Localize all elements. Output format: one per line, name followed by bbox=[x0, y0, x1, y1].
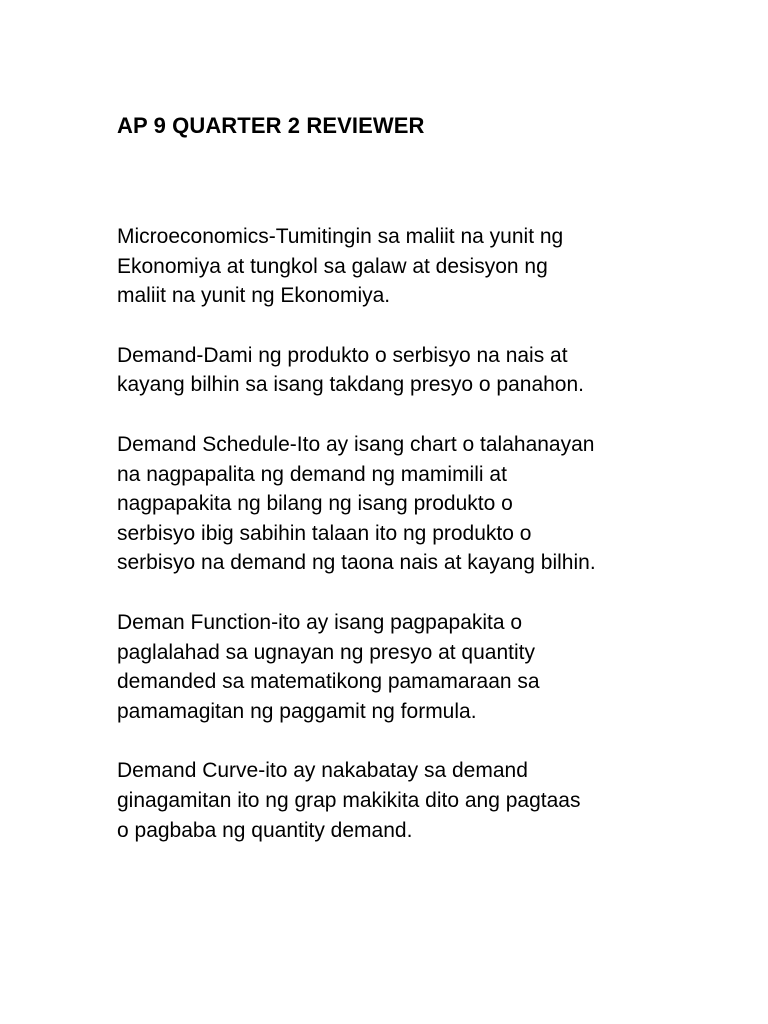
paragraph-demand-schedule bbox=[117, 430, 677, 578]
paragraph-line: nagpapakita ng bilang ng isang produkto o bbox=[117, 492, 513, 516]
paragraph-line: demanded sa matematikong pamamaraan sa bbox=[117, 670, 540, 694]
document-body bbox=[117, 222, 677, 875]
paragraph-line: ginagamitan ito ng grap makikita dito ang pagtaas bbox=[117, 788, 581, 812]
paragraph-line: Deman Function-ito ay isang pagpapakita o bbox=[117, 610, 523, 634]
paragraph-demand bbox=[117, 341, 677, 400]
paragraph-demand-curve bbox=[117, 756, 677, 845]
paragraph-line: na nagpapalita ng demand ng mamimili at bbox=[117, 462, 507, 486]
paragraph-microeconomics bbox=[117, 222, 677, 311]
paragraph-line: paglalahad sa ugnayan ng presyo at quantity bbox=[117, 640, 535, 664]
paragraph-line: Microeconomics-Tumitingin sa maliit na yunit ng bbox=[117, 225, 564, 248]
paragraph-line: pamamagitan ng paggamit ng formula. bbox=[117, 699, 477, 723]
paragraph-demand-function bbox=[117, 608, 677, 726]
paragraph-line: Ekonomiya at tungkol sa galaw at desisyon ng bbox=[117, 254, 548, 278]
document-title: AP 9 QUARTER 2 REVIEWER bbox=[117, 113, 425, 138]
paragraph-line: o pagbaba ng quantity demand. bbox=[117, 818, 413, 842]
paragraph-line: Demand-Dami ng produkto o serbisyo na nais at bbox=[117, 343, 568, 367]
paragraph-line: Demand Curve-ito ay nakabatay sa demand bbox=[117, 759, 528, 783]
paragraph-line: maliit na yunit ng Ekonomiya. bbox=[117, 284, 391, 308]
paragraph-line: Demand Schedule-Ito ay isang chart o talahanayan bbox=[117, 432, 595, 456]
paragraph-line: serbisyo ibig sabihin talaan ito ng produkto o bbox=[117, 521, 532, 545]
paragraph-line: serbisyo na demand ng taona nais at kayang bilhin. bbox=[117, 551, 596, 575]
paragraph-line: kayang bilhin sa isang takdang presyo o panahon. bbox=[117, 373, 585, 397]
